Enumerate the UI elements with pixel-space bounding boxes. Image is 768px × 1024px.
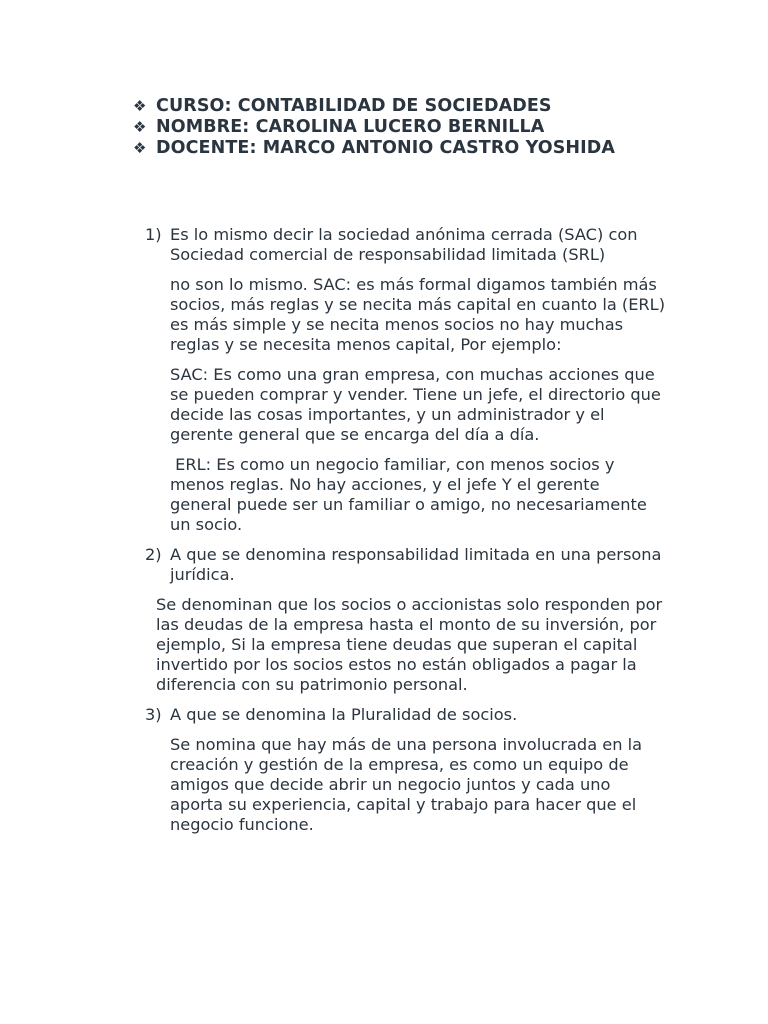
question-3 — [145, 705, 665, 725]
answer-paragraph: SAC: Es como una gran empresa, con muchas acciones que se pueden comprar y vender. Tiene un jefe, el directorio que decide las cosas importantes, y un administrador y el gerente general que se encarga del día a día. — [170, 365, 661, 444]
questions-list — [145, 225, 665, 835]
question-text: A que se denomina la Pluralidad de socios. — [170, 705, 518, 724]
diamond-bullet-icon: ❖ — [133, 97, 147, 115]
question-number: 1) — [145, 225, 162, 244]
question-2 — [145, 545, 665, 585]
header-item-course — [133, 96, 653, 117]
question-number: 2) — [145, 545, 162, 564]
question-number: 3) — [145, 705, 162, 724]
diamond-bullet-icon: ❖ — [133, 139, 147, 157]
answer-paragraph: ERL: Es como un negocio familiar, con menos socios y menos reglas. No hay acciones, y el jefe Y el gerente general puede ser un familiar o amigo, no necesariamente un socio. — [170, 455, 652, 534]
header-item-teacher — [133, 138, 653, 159]
student-name-label: NOMBRE: CAROLINA LUCERO BERNILLA — [156, 117, 545, 137]
header-block — [133, 96, 653, 159]
teacher-label: DOCENTE: MARCO ANTONIO CASTRO YOSHIDA — [156, 138, 616, 158]
question-text: Es lo mismo decir la sociedad anónima cerrada (SAC) con Sociedad comercial de responsabilidad limitada (SRL) — [170, 225, 638, 264]
header-item-name — [133, 117, 653, 138]
answer-paragraph: Se nomina que hay más de una persona involucrada en la creación y gestión de la empresa, es como un equipo de amigos que decide abrir un negocio juntos y cada uno aporta su experiencia, capital y trabajo para hacer que el negocio funcione. — [170, 735, 643, 834]
question-1 — [145, 225, 665, 265]
answer-paragraph: no son lo mismo. SAC: es más formal digamos también más socios, más reglas y se necita más capital en cuanto la (ERL) es más simple y se necita menos socios no hay muchas reglas y se necesita menos capital, Por ejemplo: — [170, 275, 666, 354]
diamond-bullet-icon: ❖ — [133, 118, 147, 136]
question-text: A que se denomina responsabilidad limitada en una persona jurídica. — [170, 545, 662, 584]
course-label: CURSO: CONTABILIDAD DE SOCIEDADES — [156, 96, 552, 116]
answer-paragraph: Se denominan que los socios o accionistas solo responden por las deudas de la empresa hasta el monto de su inversión, por ejemplo, Si la empresa tiene deudas que superan el capital invertido por los socios estos no están obligados a pagar la diferencia con su patrimonio personal. — [156, 595, 663, 694]
